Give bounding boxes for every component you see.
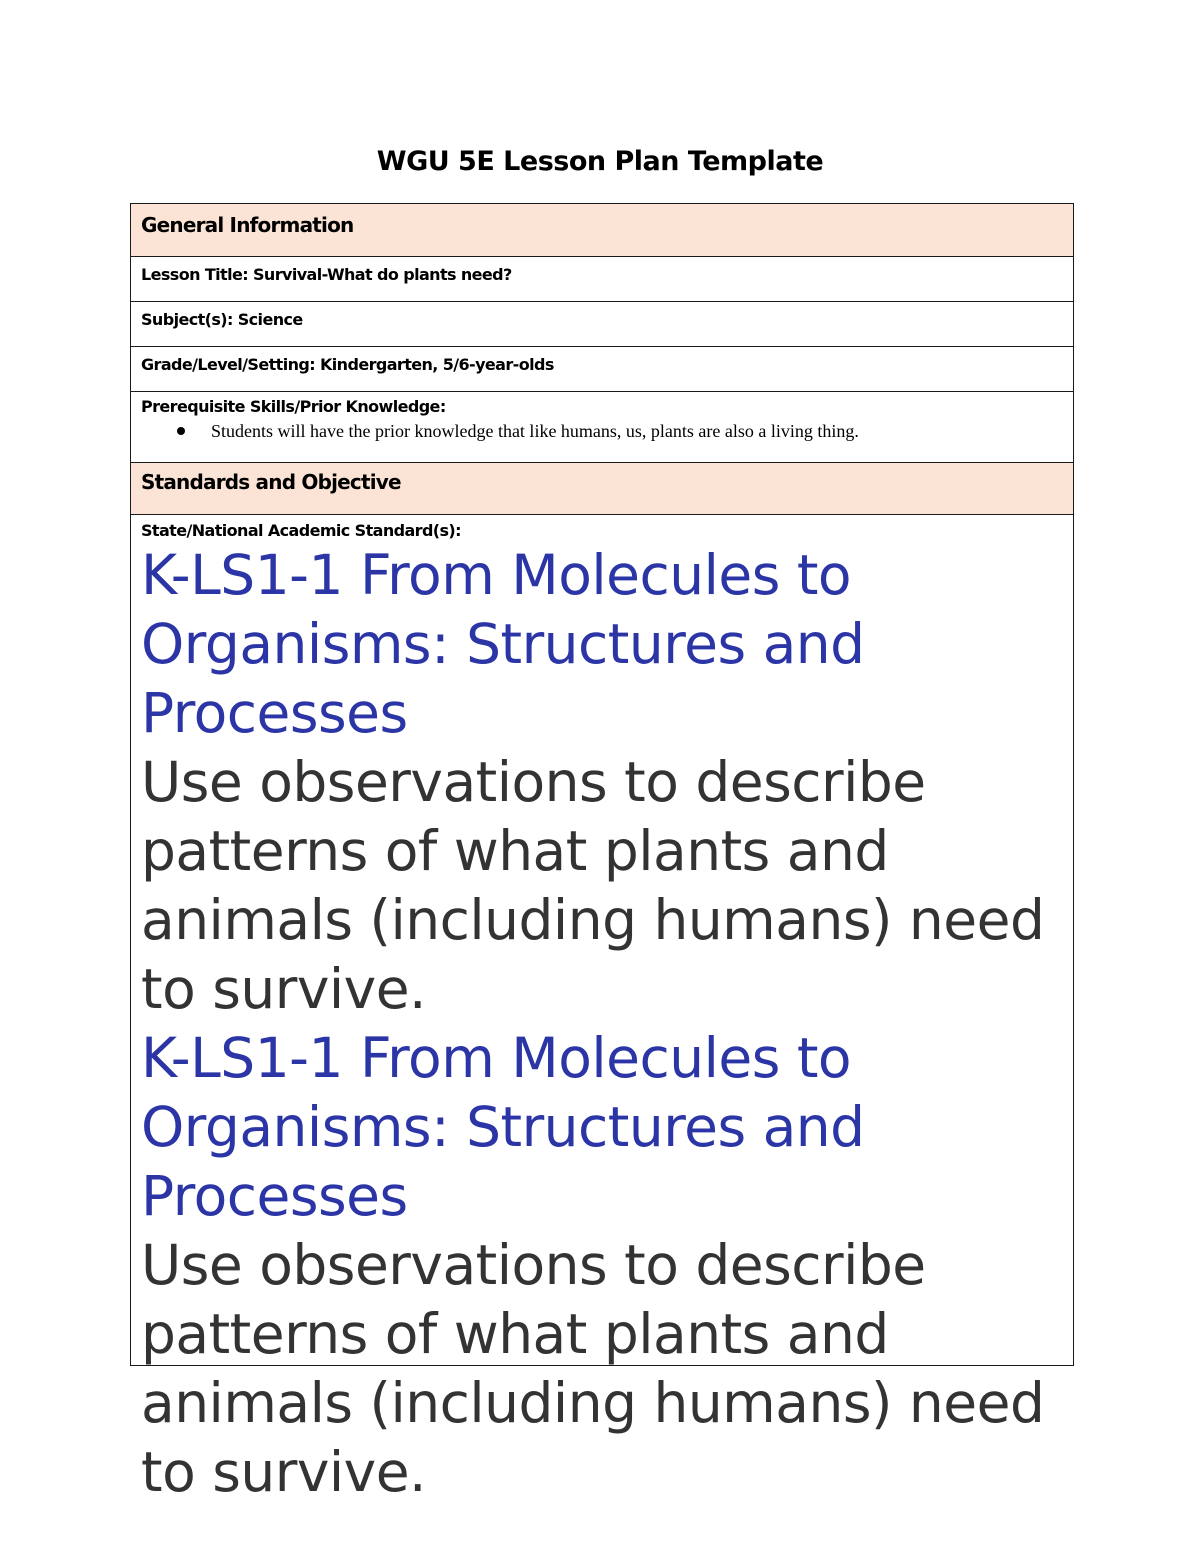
standards-label: State/National Academic Standard(s):	[141, 521, 461, 540]
lesson-title-field: Lesson Title: Survival-What do plants need?	[131, 257, 1073, 302]
prerequisite-item-text: Students will have the prior knowledge that like humans, us, plants are also a living thing.	[211, 421, 859, 441]
prerequisite-list-item	[141, 420, 1063, 442]
standard-heading: K-LS1-1 From Molecules to Organisms: Structures and Processes	[141, 543, 865, 745]
standard-description: Use observations to describe patterns of what plants and animals (including humans) need to survive.	[141, 1233, 1045, 1504]
standard-heading: K-LS1-1 From Molecules to Organisms: Structures and Processes	[141, 1026, 865, 1228]
lesson-plan-table	[130, 203, 1074, 1504]
prerequisite-skills-label: Prerequisite Skills/Prior Knowledge:	[141, 397, 446, 416]
standard-entry	[141, 541, 1063, 1024]
document-title: WGU 5E Lesson Plan Template	[376, 146, 824, 177]
standards-cell	[131, 515, 1073, 1504]
standard-entry	[141, 1024, 1063, 1507]
bullet-icon	[177, 427, 185, 435]
grade-level-setting-field: Grade/Level/Setting: Kindergarten, 5/6-year-olds	[131, 347, 1073, 392]
standard-description: Use observations to describe patterns of what plants and animals (including humans) need to survive.	[141, 750, 1045, 1021]
prerequisite-skills-cell	[131, 392, 1073, 463]
prerequisite-list	[141, 420, 1063, 442]
section-header-general-information: General Information	[131, 204, 1073, 257]
subjects-field: Subject(s): Science	[131, 302, 1073, 347]
section-header-standards-objective: Standards and Objective	[131, 463, 1073, 515]
